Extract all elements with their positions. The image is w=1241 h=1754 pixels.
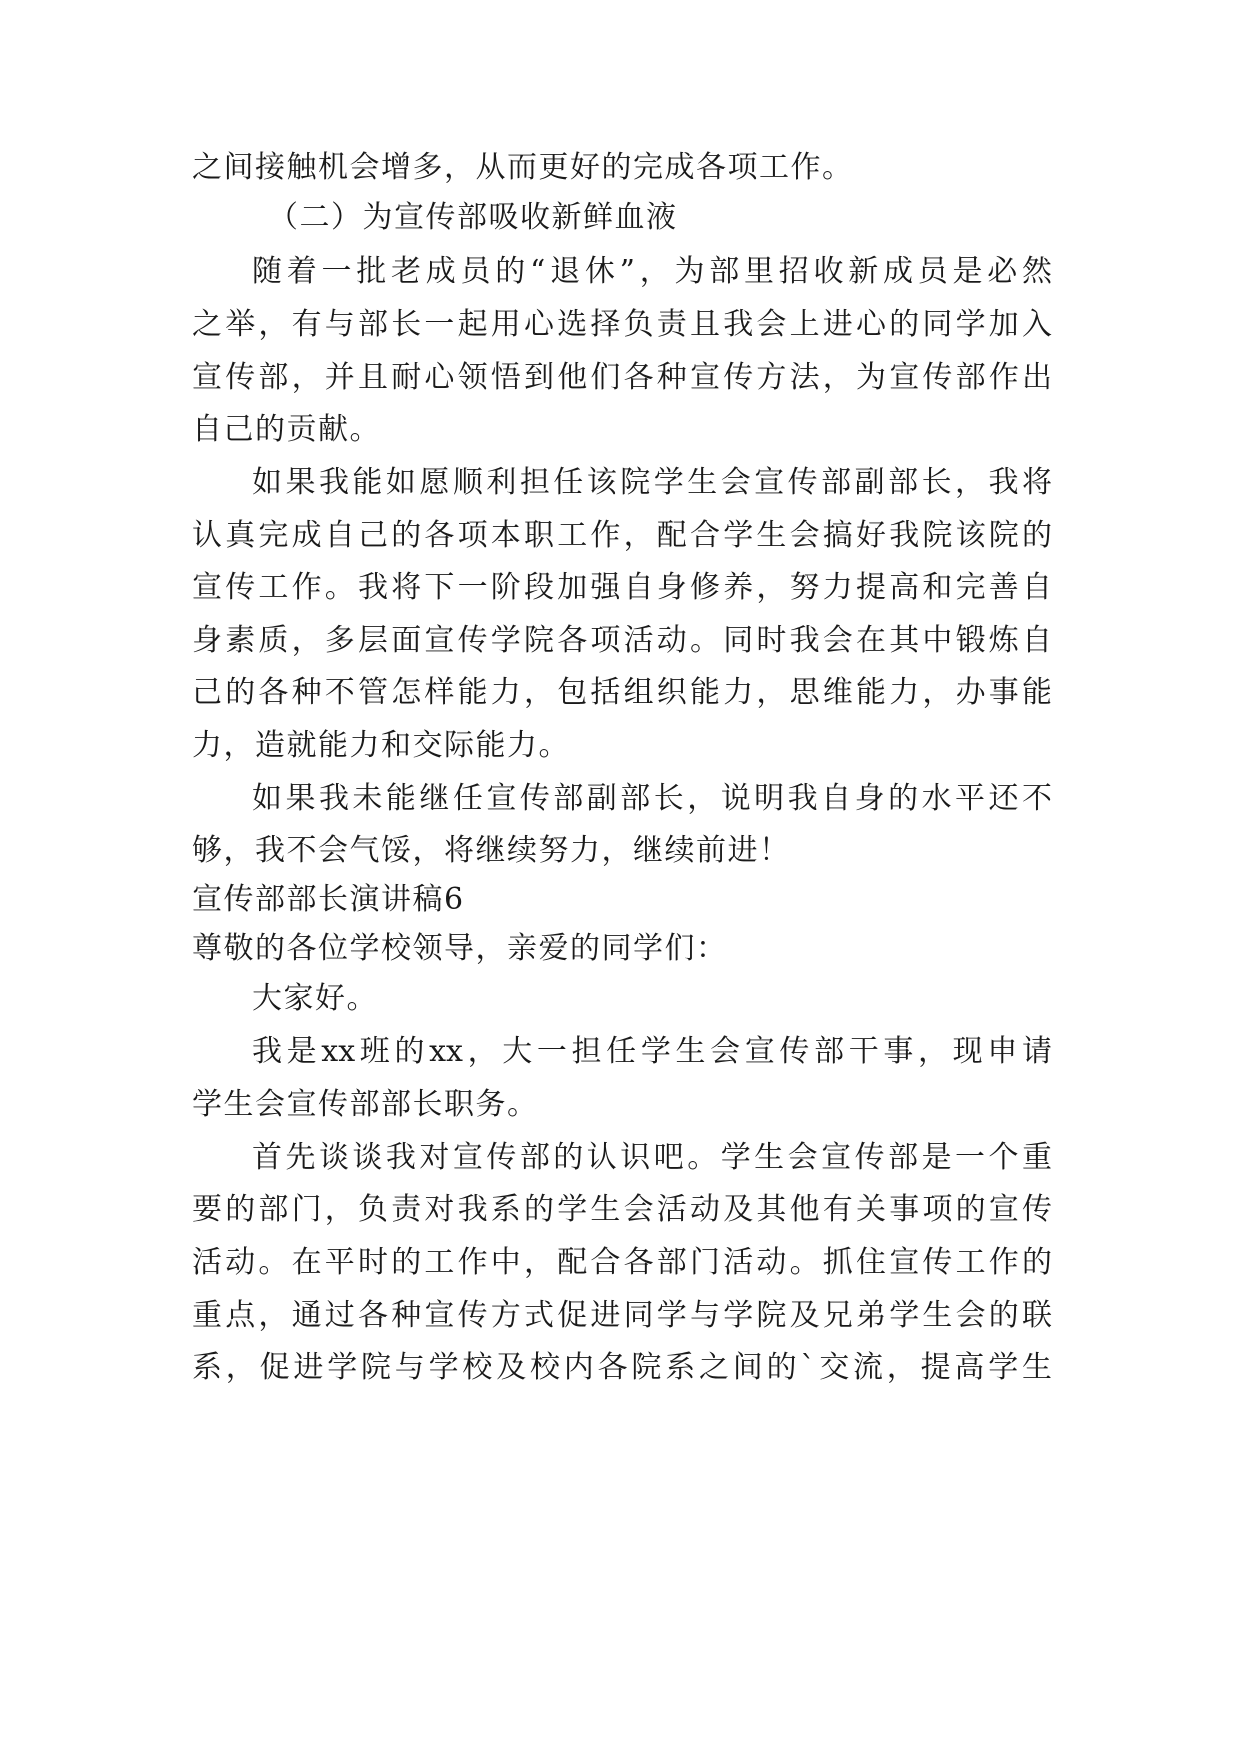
body-line: 自己的贡献。	[192, 412, 381, 447]
body-line: 学生会宣传部部长职务。	[192, 1087, 539, 1122]
body-line: 系，促进学院与学校及校内各院系之间的`交流，提高学生	[192, 1350, 1052, 1385]
section-heading: （二）为宣传部吸收新鲜血液	[268, 200, 678, 235]
body-line: 如果我能如愿顺利担任该院学生会宣传部副部长，我将	[252, 465, 1052, 500]
body-line: 重点，通过各种宣传方式促进同学与学院及兄弟学生会的联	[192, 1298, 1052, 1333]
body-line: 宣传工作。我将下一阶段加强自身修养，努力提高和完善自	[192, 570, 1052, 605]
body-line: 认真完成自己的各项本职工作，配合学生会搞好我院该院的	[192, 518, 1052, 553]
body-line: 如果我未能继任宣传部副部长，说明我自身的水平还不	[252, 781, 1052, 816]
body-line: 活动。在平时的工作中，配合各部门活动。抓住宣传工作的	[192, 1245, 1052, 1280]
body-line: 要的部门，负责对我系的学生会活动及其他有关事项的宣传	[192, 1192, 1052, 1227]
article-title: 宣传部部长演讲稿6	[192, 882, 465, 917]
body-line: 之举，有与部长一起用心选择负责且我会上进心的同学加入	[192, 307, 1052, 342]
body-line: 己的各种不管怎样能力，包括组织能力，思维能力，办事能	[192, 675, 1052, 710]
body-line: 宣传部，并且耐心领悟到他们各种宣传方法，为宣传部作出	[192, 360, 1052, 395]
greeting: 大家好。	[252, 981, 378, 1016]
body-line: 身素质，多层面宣传学院各项活动。同时我会在其中锻炼自	[192, 623, 1052, 658]
body-line: 我是xx班的xx，大一担任学生会宣传部干事，现申请	[252, 1034, 1052, 1069]
body-line: 力，造就能力和交际能力。	[192, 728, 570, 763]
salutation: 尊敬的各位学校领导，亲爱的同学们：	[192, 931, 728, 966]
body-line: 随着一批老成员的“退休”，为部里招收新成员是必然	[252, 254, 1052, 289]
body-line: 之间接触机会增多，从而更好的完成各项工作。	[192, 150, 854, 185]
body-line: 首先谈谈我对宣传部的认识吧。学生会宣传部是一个重	[252, 1140, 1052, 1175]
body-line: 够，我不会气馁，将继续努力，继续前进！	[192, 833, 791, 868]
